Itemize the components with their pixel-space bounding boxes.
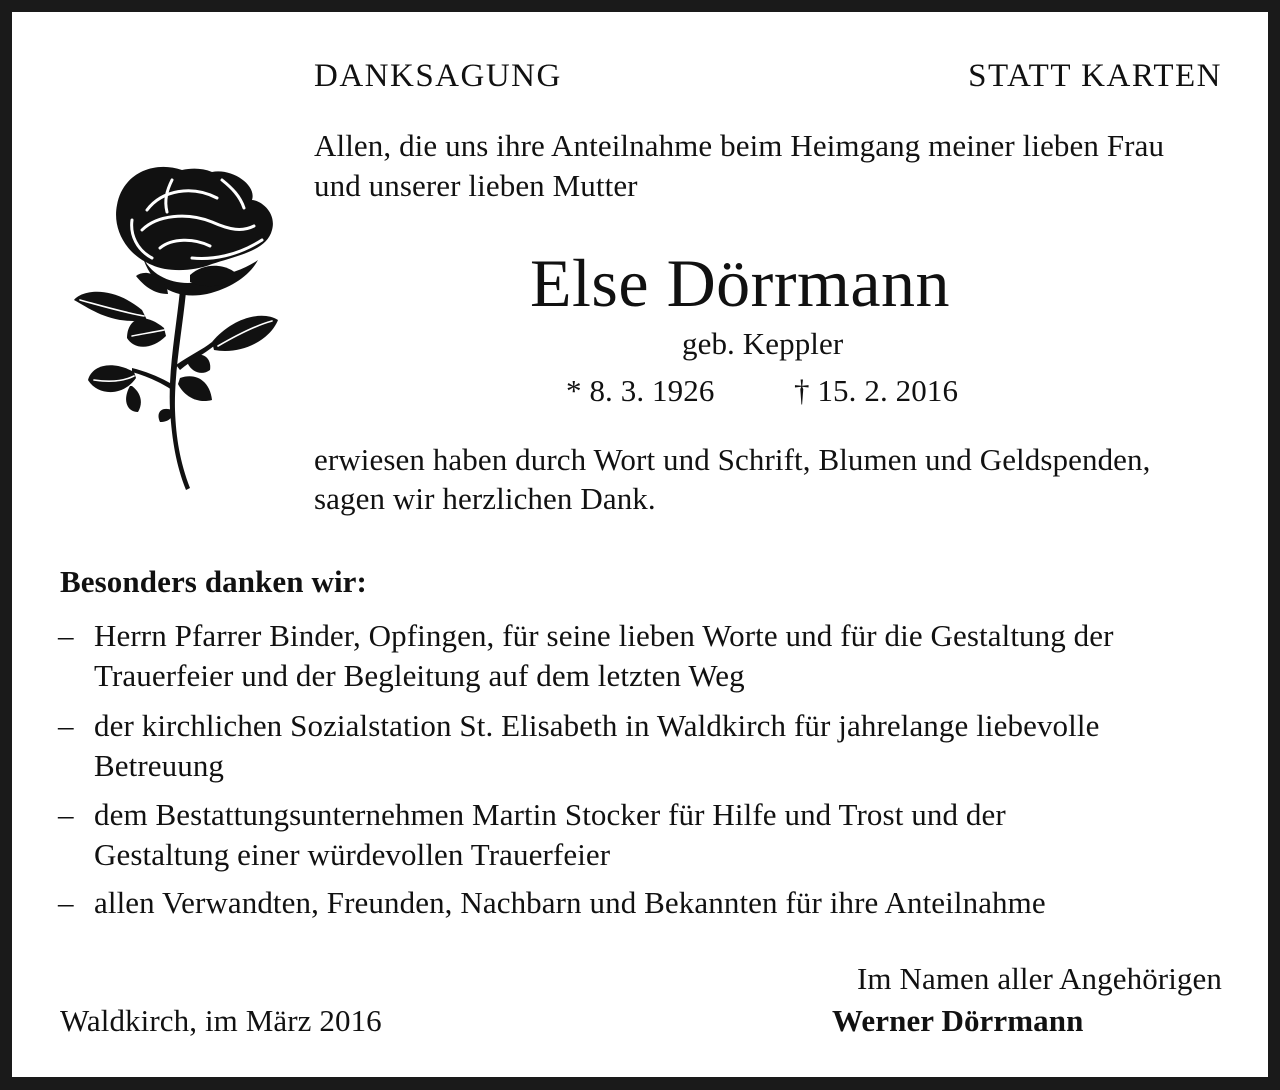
body-line-1: erwiesen haben durch Wort und Schrift, Blumen und Geldspenden,	[314, 442, 1151, 477]
deceased-name: Else Dörrmann	[530, 245, 951, 321]
on-behalf-line: Im Namen aller Angehörigen	[856, 961, 1222, 996]
list-dash: –	[58, 618, 74, 653]
list-item-line-2: Trauerfeier und der Begleitung auf dem letzten Weg	[94, 658, 745, 693]
intro-line-1: Allen, die uns ihre Anteilnahme beim Heimgang meiner lieben Frau	[314, 128, 1165, 163]
header-right-title: STATT KARTEN	[968, 58, 1222, 94]
header-left-title: DANKSAGUNG	[314, 58, 562, 94]
list-dash: –	[58, 885, 74, 920]
body-line-2: sagen wir herzlichen Dank.	[314, 481, 656, 516]
birth-date: * 8. 3. 1926	[566, 373, 715, 408]
list-dash: –	[58, 797, 74, 832]
list-item-line-1: dem Bestattungsunternehmen Martin Stocker für Hilfe und Trost und der	[94, 797, 1006, 832]
list-item-line-2: Gestaltung einer würdevollen Trauerfeier	[94, 837, 611, 872]
list-item-line-2: Betreuung	[94, 748, 225, 783]
list-item-line-1: der kirchlichen Sozialstation St. Elisabeth in Waldkirch für jahrelange liebevolle	[94, 708, 1100, 743]
list-item-line-1: Herrn Pfarrer Binder, Opfingen, für seine lieben Worte und für die Gestaltung der	[94, 618, 1114, 653]
thanks-heading: Besonders danken wir:	[60, 564, 367, 599]
maiden-name: geb. Keppler	[682, 326, 844, 361]
list-item-line-1: allen Verwandten, Freunden, Nachbarn und Bekannten für ihre Anteilnahme	[94, 885, 1046, 920]
signer-name: Werner Dörrmann	[832, 1003, 1084, 1038]
death-date: † 15. 2. 2016	[794, 373, 959, 408]
place-date: Waldkirch, im März 2016	[60, 1003, 382, 1038]
rose-icon	[72, 160, 282, 495]
list-dash: –	[58, 708, 74, 743]
intro-line-2: und unserer lieben Mutter	[314, 168, 638, 203]
